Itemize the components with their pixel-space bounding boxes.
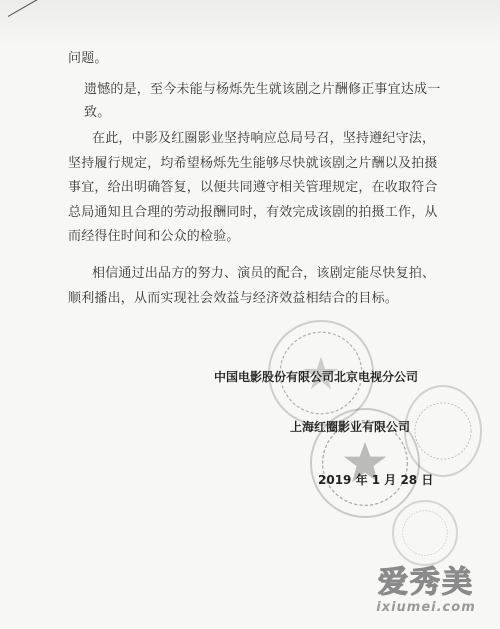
signatory-hongquan: 上海红圈影业有限公司 (290, 420, 411, 434)
signatory-china-film: 中国电影股份有限公司北京电视分公司 (214, 370, 419, 384)
paragraph-request: 在此，中影及红圈影业坚持响应总局号召，坚持遵纪守法，坚持履行规定，均希望杨烁先生能够尽快就该剧之片酬以及拍摄事宜，给出明确答复，以便共同遵守相关管理规定，在收取符合总局通知且合理的劳动报酬同时，有效完成该剧的拍摄工作，从而经得住时间和公众的检验。 (68, 131, 438, 244)
paragraph-regret: 遗憾的是，至今未能与杨烁先生就该剧之片酬修正事宜达成一致。 (84, 82, 441, 120)
scan-shadow (0, 0, 500, 46)
watermark-url: ixiumei.com (376, 600, 476, 615)
document-date: 2019 年 1 月 28 日 (318, 473, 434, 487)
company-seal-icon (404, 385, 482, 477)
company-seal-icon (392, 500, 458, 566)
site-watermark (356, 566, 496, 615)
paragraph-conclusion: 相信通过出品方的努力、演员的配合，该剧定能尽快复拍、顺利播出，从而实现社会效益与经济效益相结合的目标。 (68, 266, 436, 306)
paragraph-continuation: 问题。 (68, 51, 108, 66)
watermark-logo-text: 爱秀美 (378, 565, 474, 600)
